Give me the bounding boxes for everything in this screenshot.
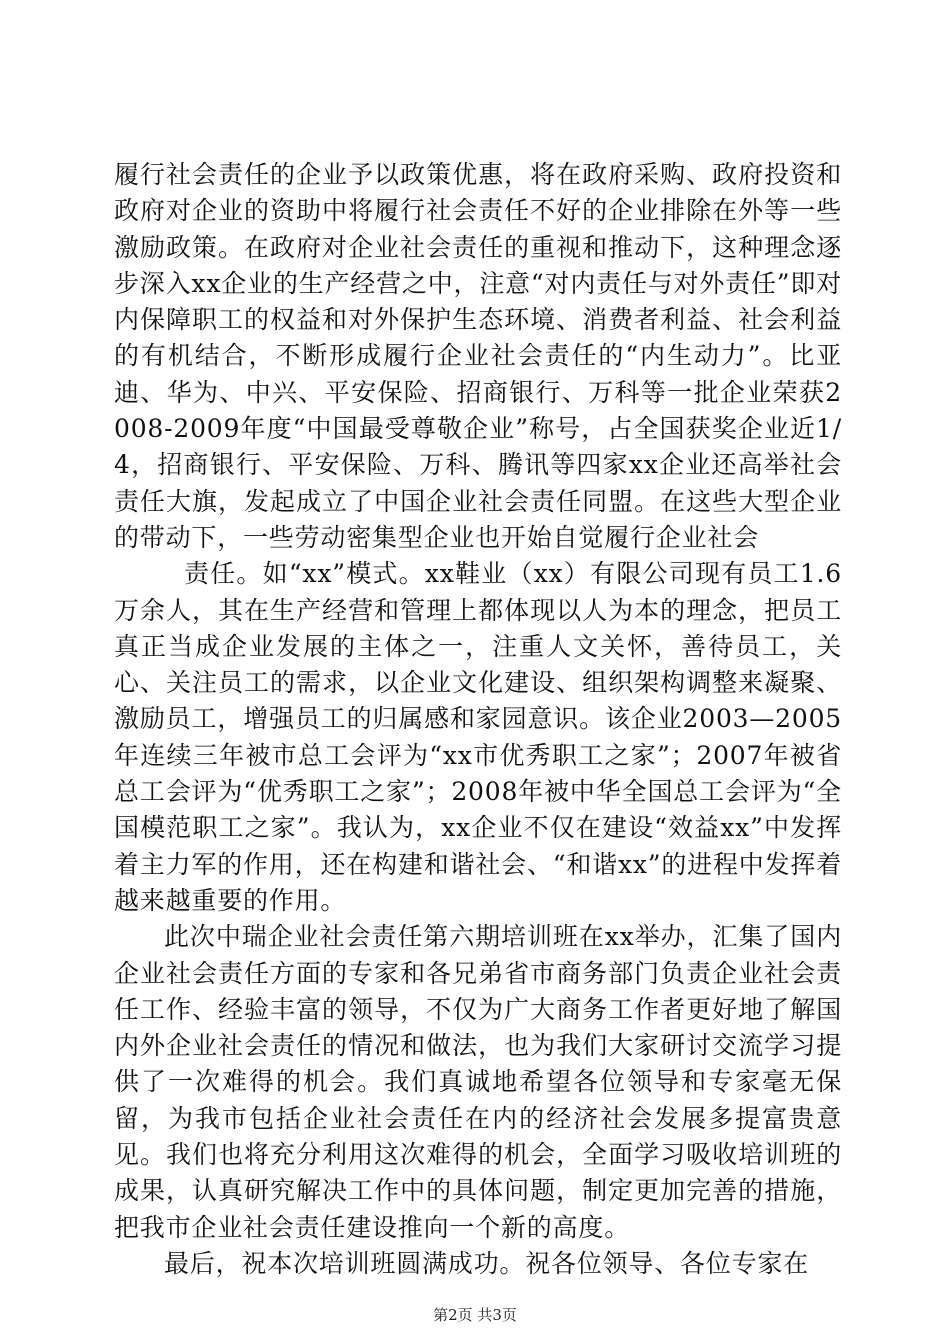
paragraph-4: 最后，祝本次培训班圆满成功。祝各位领导、各位专家在 [164,1248,810,1278]
page-number-footer: 第2页 共3页 [433,1306,517,1324]
paragraph-1: 履行社会责任的企业予以政策优惠，将在政府采购、政府投资和政府对企业的资助中将履行社会责任不好的企业排除在外等一些激励政策。在政府对企业社会责任的重视和推动下，这种理念逐步深入xx企业的生产经营之中，注意“对内责任与对外责任”即对内保障职工的权益和对外保护生态环境、消费者利益、社会利益的有机结合，不断形成履行企业社会责任的“内生动力”。比亚迪、华为、中兴、平安保险、招商银行、万科等一批企业荣获2008-2009年度“中国最受尊敬企业”称号，占全国获奖企业近1/4，招商银行、平安保险、万科、腾讯等四家xx企业还高举社会责任大旗，发起成立了中国企业社会责任同盟。在这些大型企业的带动下，一些劳动密集型企业也开始自觉履行企业社会 [114,160,842,552]
paragraph-2: 责任。如“xx”模式。xx鞋业（xx）有限公司现有员工1.6万余人，其在生产经营和管理上都体现以人为本的理念，把员工真正当成企业发展的主体之一，注重人文关怀，善待员工，关心、关注员工的需求，以企业文化建设、组织架构调整来凝聚、激励员工，增强员工的归属感和家园意识。该企业2003—2005年连续三年被市总工会评为“xx市优秀职工之家”；2007年被省总工会评为“优秀职工之家”；2008年被中华全国总工会评为“全国模范职工之家”。我认为，xx企业不仅在建设“效益xx”中发挥着主力军的作用，还在构建和谐社会、“和谐xx”的进程中发挥着越来越重要的作用。 [114,559,842,915]
document-body [114,157,842,1282]
paragraph-3: 此次中瑞企业社会责任第六期培训班在xx举办，汇集了国内企业社会责任方面的专家和各兄弟省市商务部门负责企业社会责任工作、经验丰富的领导，不仅为广大商务工作者更好地了解国内外企业社会责任的情况和做法，也为我们大家研讨交流学习提供了一次难得的机会。我们真诚地希望各位领导和专家毫无保留，为我市包括企业社会责任在内的经济社会发展多提富贵意见。我们也将充分利用这次难得的机会，全面学习吸收培训班的成果，认真研究解决工作中的具体问题，制定更加完善的措施，把我市企业社会责任建设推向一个新的高度。 [114,922,842,1242]
